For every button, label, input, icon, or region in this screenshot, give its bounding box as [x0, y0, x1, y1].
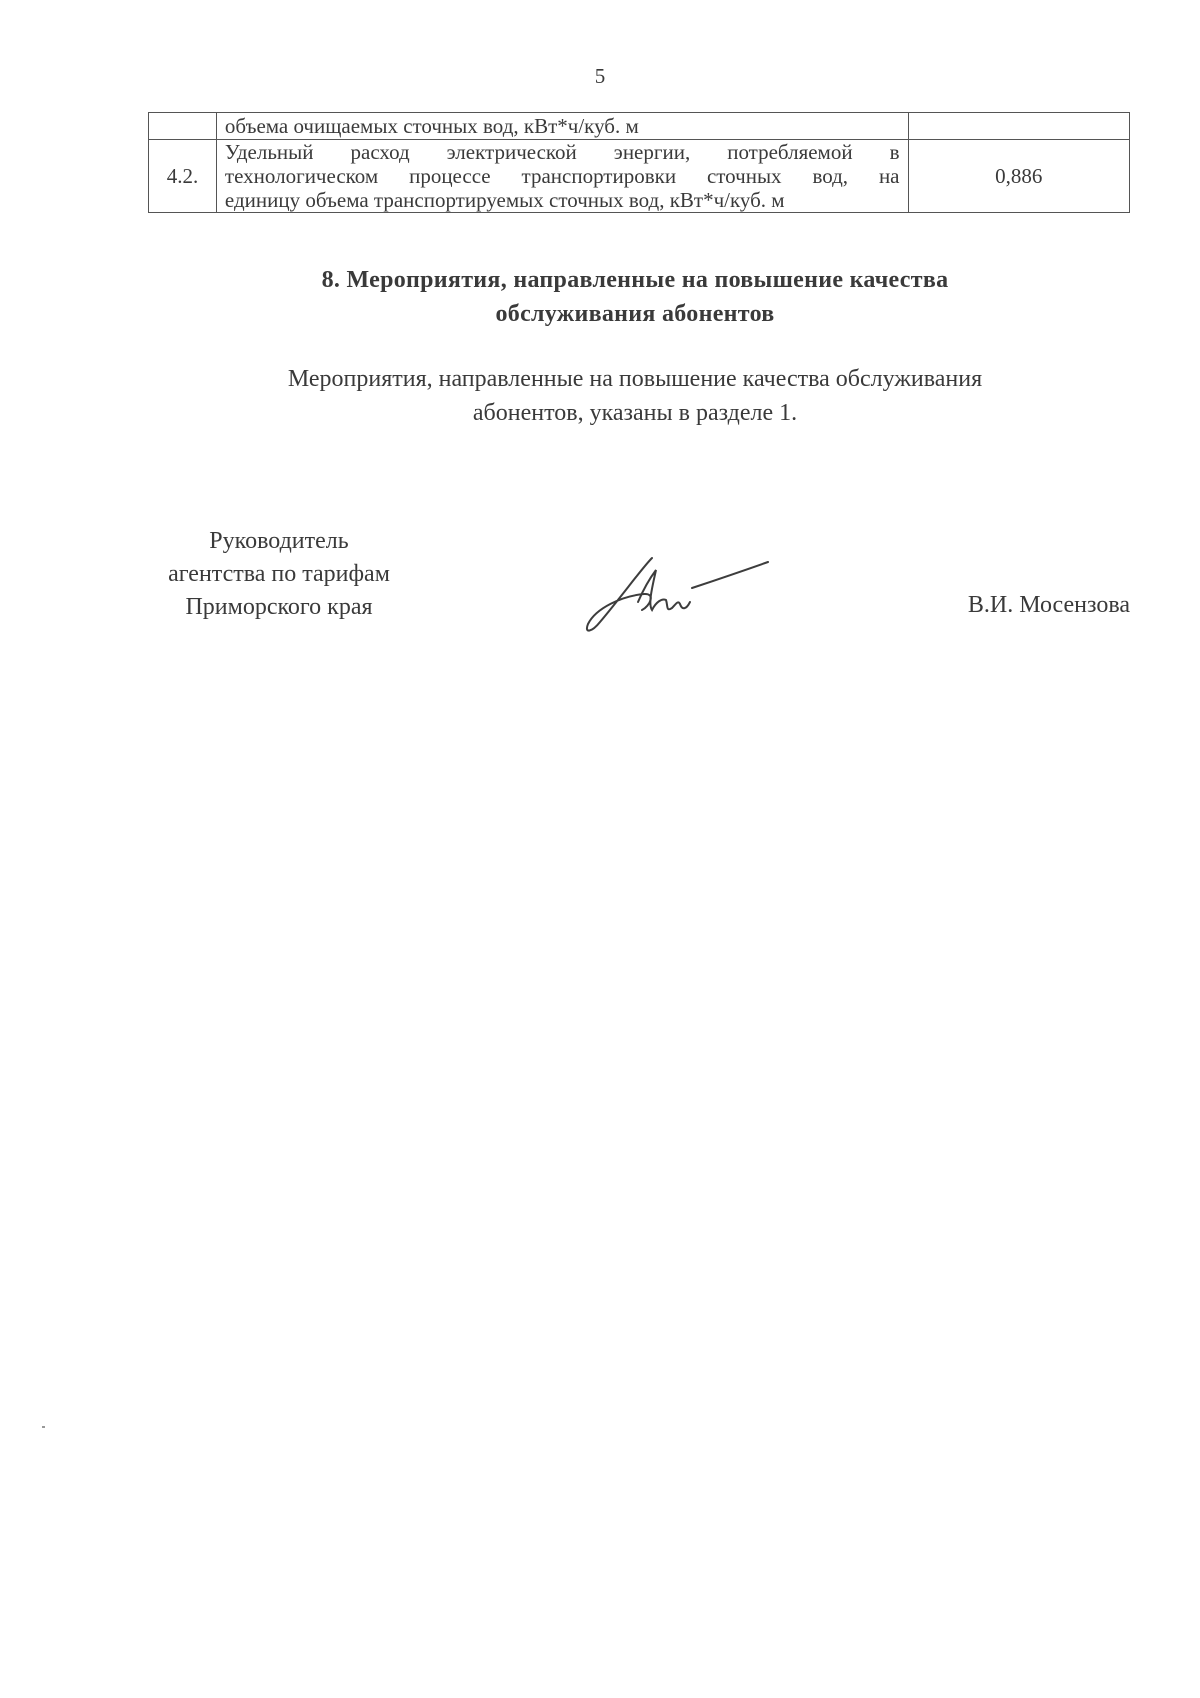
section-heading	[0, 263, 1200, 331]
row-description-line: технологическом процессе транспортировки сточных вод, на	[224, 164, 900, 188]
row-value-cell: 0,886	[908, 140, 1129, 213]
section-body-text	[0, 362, 1200, 430]
indicators-table	[148, 112, 1130, 213]
row-value-cell	[908, 113, 1129, 140]
section-heading-line: 8. Мероприятия, направленные на повышение качества	[321, 267, 949, 293]
signer-position-line: Руководитель	[209, 528, 349, 554]
row-number-cell	[149, 113, 217, 140]
row-number-cell: 4.2.	[149, 140, 217, 213]
scan-speck	[42, 1426, 45, 1428]
row-description-line: Удельный расход электрической энергии, потребляемой в	[224, 140, 900, 164]
signer-position-line: агентства по тарифам	[168, 561, 390, 587]
signer-name: В.И. Мосензова	[967, 592, 1130, 618]
row-description-line: объема очищаемых сточных вод, кВт*ч/куб. м	[224, 114, 639, 138]
row-description-cell	[216, 113, 908, 140]
page-number: 5	[594, 64, 606, 88]
signer-position-line: Приморского края	[185, 594, 373, 620]
row-description-line: единицу объема транспортируемых сточных вод, кВт*ч/куб. м	[224, 188, 785, 212]
section-body-line: абонентов, указаны в разделе 1.	[472, 400, 798, 426]
table-row	[149, 140, 1130, 213]
row-description-cell	[216, 140, 908, 213]
table-row	[149, 113, 1130, 140]
handwritten-signature	[582, 548, 772, 638]
section-body-line: Мероприятия, направленные на повышение качества обслуживания	[287, 366, 983, 392]
section-heading-line: обслуживания абонентов	[495, 301, 775, 327]
signer-position	[146, 525, 412, 624]
